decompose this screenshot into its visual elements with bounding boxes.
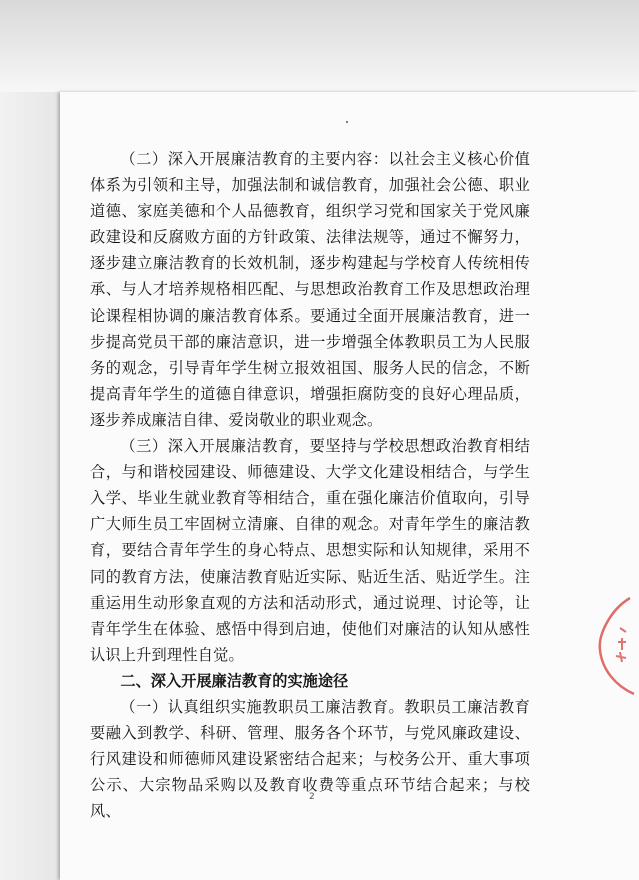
red-seal-stamp: [590, 590, 638, 700]
scan-left-margin: [0, 92, 60, 880]
paragraph-main-content: （二）深入开展廉洁教育的主要内容：以社会主义核心价值体系为引领和主导，加强法制和诚信教育，加强社会公德、职业道德、家庭美德和个人品德教育，组织学习党和国家关于党风廉政建设和反腐败方面的方针政策、法律法规等，通过不懈努力，逐步建立廉洁教育的长效机制，逐步构建起与学校育人传统相传承、与人才培养规格相匹配、与思想政治教育工作及思想政治理论课程相协调的廉洁教育体系。要通过全面开展廉洁教育，进一步提高党员干部的廉洁意识，进一步增强全体教职员工为人民服务的观念，引导青年学生树立报效祖国、服务人民的信念，不断提高青年学生的道德自律意识，增强拒腐防变的良好心理品质，逐步养成廉洁自律、爱岗敬业的职业观念。: [90, 150, 530, 429]
paragraph-combination: （三）深入开展廉洁教育，要坚持与学校思想政治教育相结合，与和谐校园建设、师德建设、大学文化建设相结合，与学生入学、毕业生就业教育等相结合，重在强化廉洁价值取向，引导广大师生员工牢固树立清廉、自律的观念。对青年学生的廉洁教育，要结合青年学生的身心特点、思想实际和认知规律，采用不同的教育方法，使廉洁教育贴近实际、贴近生活、贴近学生。注重运用生动形象直观的方法和活动形式，通过说理、讨论等，让青年学生在体验、感悟中得到启迪，使他们对廉洁的认知从感性认识上升到理性自觉。: [90, 437, 530, 664]
document-body: [90, 146, 530, 824]
section-heading-implementation: 二、深入开展廉洁教育的实施途径: [120, 671, 349, 690]
scan-top-shadow: [0, 0, 639, 92]
page-number: 2: [309, 792, 315, 802]
paragraph-staff-education: （一）认真组织实施教职员工廉洁教育。教职员工廉洁教育要融入到教学、科研、管理、服务各个环节，与党风廉政建设、行风建设和师德师风建设紧密结合起来；与校务公开、重大事项公示、大宗物品采购以及教育收费等重点环节结合起来；与校风、: [90, 697, 530, 821]
scan-speck: [346, 121, 348, 123]
